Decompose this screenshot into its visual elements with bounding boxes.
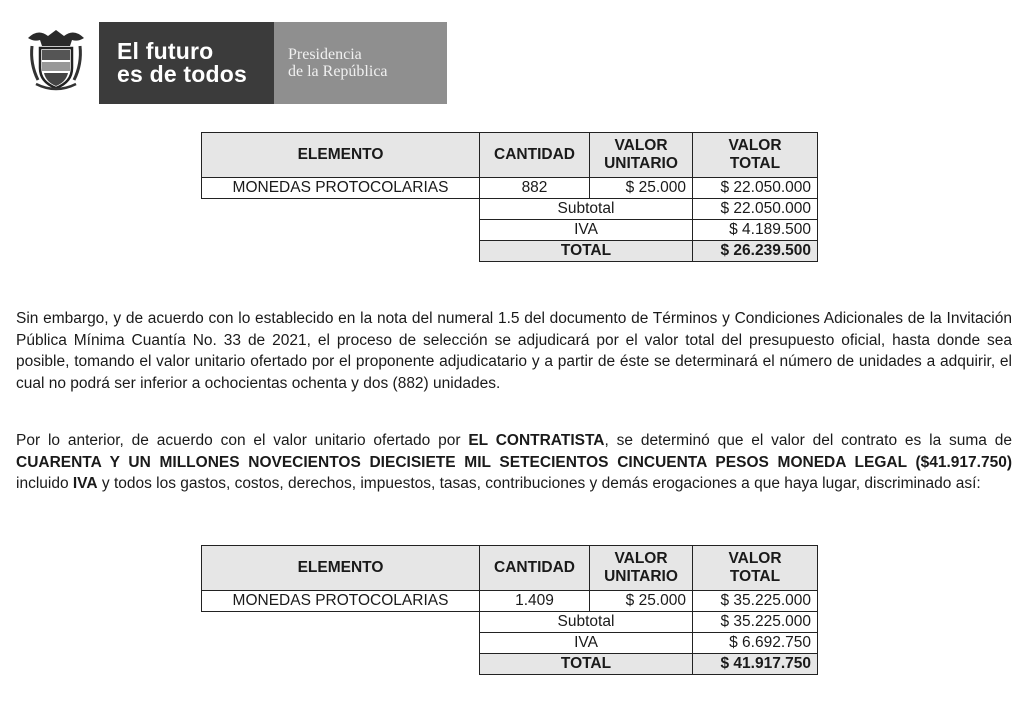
paragraph-adjudication-note: Sin embargo, y de acuerdo con lo establecido en la nota del numeral 1.5 del documento de Términos y Condiciones Adicionales de la Invitación Pública Mínima Cuantía No. 33 de 2021, el proceso de selección se adjudicará por el valor total del presupuesto oficial, hasta donde sea posible, tomando el valor unitario ofertado por el proponente adjudicatario y a partir de éste se determinará el número de unidades a adquirir, el cual no podrá ser inferior a ochocientas ochenta y dos (882) unidades. — [16, 310, 1012, 392]
subtotal-value: $ 35.225.000 — [693, 612, 818, 633]
cell-unit-value: $ 25.000 — [590, 591, 693, 612]
contractor-term: EL CONTRATISTA — [468, 432, 605, 449]
budget-table-initial — [201, 132, 818, 262]
cell-total-value: $ 35.225.000 — [693, 591, 818, 612]
subtotal-value: $ 22.050.000 — [693, 199, 818, 220]
col-header-unit-value: VALOR UNITARIO — [590, 133, 693, 178]
subtotal-label: Subtotal — [480, 199, 693, 220]
total-value: $ 26.239.500 — [693, 241, 818, 262]
entity-name — [274, 22, 447, 104]
iva-value: $ 4.189.500 — [693, 220, 818, 241]
brand-line-1: El futuro — [117, 38, 214, 64]
brand-slogan — [99, 22, 274, 104]
subtotal-row — [202, 199, 818, 220]
budget-table-final — [201, 545, 818, 675]
col-header-unit-value: VALOR UNITARIO — [590, 546, 693, 591]
cell-unit-value: $ 25.000 — [590, 178, 693, 199]
total-label: TOTAL — [480, 654, 693, 675]
col-header-element: ELEMENTO — [202, 133, 480, 178]
contract-amount-words: CUARENTA Y UN MILLONES NOVECIENTOS DIECISIETE MIL SETECIENTOS CINCUENTA PESOS MONEDA LEGAL ($41.917.750) — [16, 453, 1012, 471]
government-brand-logo — [99, 22, 447, 104]
subtotal-label: Subtotal — [480, 612, 693, 633]
col-header-total-value: VALOR TOTAL — [693, 133, 818, 178]
cell-quantity: 1.409 — [480, 591, 590, 612]
coat-of-arms-icon — [22, 24, 90, 94]
col-header-total-value: VALOR TOTAL — [693, 546, 818, 591]
iva-label: IVA — [480, 220, 693, 241]
cell-element: MONEDAS PROTOCOLARIAS — [202, 178, 480, 199]
subtotal-row — [202, 612, 818, 633]
cell-total-value: $ 22.050.000 — [693, 178, 818, 199]
total-label: TOTAL — [480, 241, 693, 262]
iva-term: IVA — [72, 475, 98, 492]
cell-quantity: 882 — [480, 178, 590, 199]
col-header-element: ELEMENTO — [202, 546, 480, 591]
iva-row — [202, 220, 818, 241]
cell-element: MONEDAS PROTOCOLARIAS — [202, 591, 480, 612]
table-row — [202, 178, 818, 199]
iva-value: $ 6.692.750 — [693, 633, 818, 654]
paragraph-contract-value: Por lo anterior, de acuerdo con el valor unitario ofertado por EL CONTRATISTA, se determinó que el valor del contrato es la suma de CUARENTA Y UN MILLONES NOVECIENTOS DIECISIETE MIL SETECIENTOS CINCUENTA PESOS MONEDA LEGAL ($41.917.750) incluido IVA y todos los gastos, costos, derechos, impuestos, tasas, contribuciones y demás erogaciones a que haya lugar, discriminado así: — [16, 432, 1012, 492]
col-header-quantity: CANTIDAD — [480, 133, 590, 178]
brand-line-2: es de todos — [117, 61, 248, 87]
iva-row — [202, 633, 818, 654]
col-header-quantity: CANTIDAD — [480, 546, 590, 591]
table-row — [202, 591, 818, 612]
entity-line-1: Presidencia — [288, 46, 362, 63]
total-value: $ 41.917.750 — [693, 654, 818, 675]
total-row — [202, 241, 818, 262]
iva-label: IVA — [480, 633, 693, 654]
total-row — [202, 654, 818, 675]
entity-line-2: de la República — [288, 63, 388, 80]
